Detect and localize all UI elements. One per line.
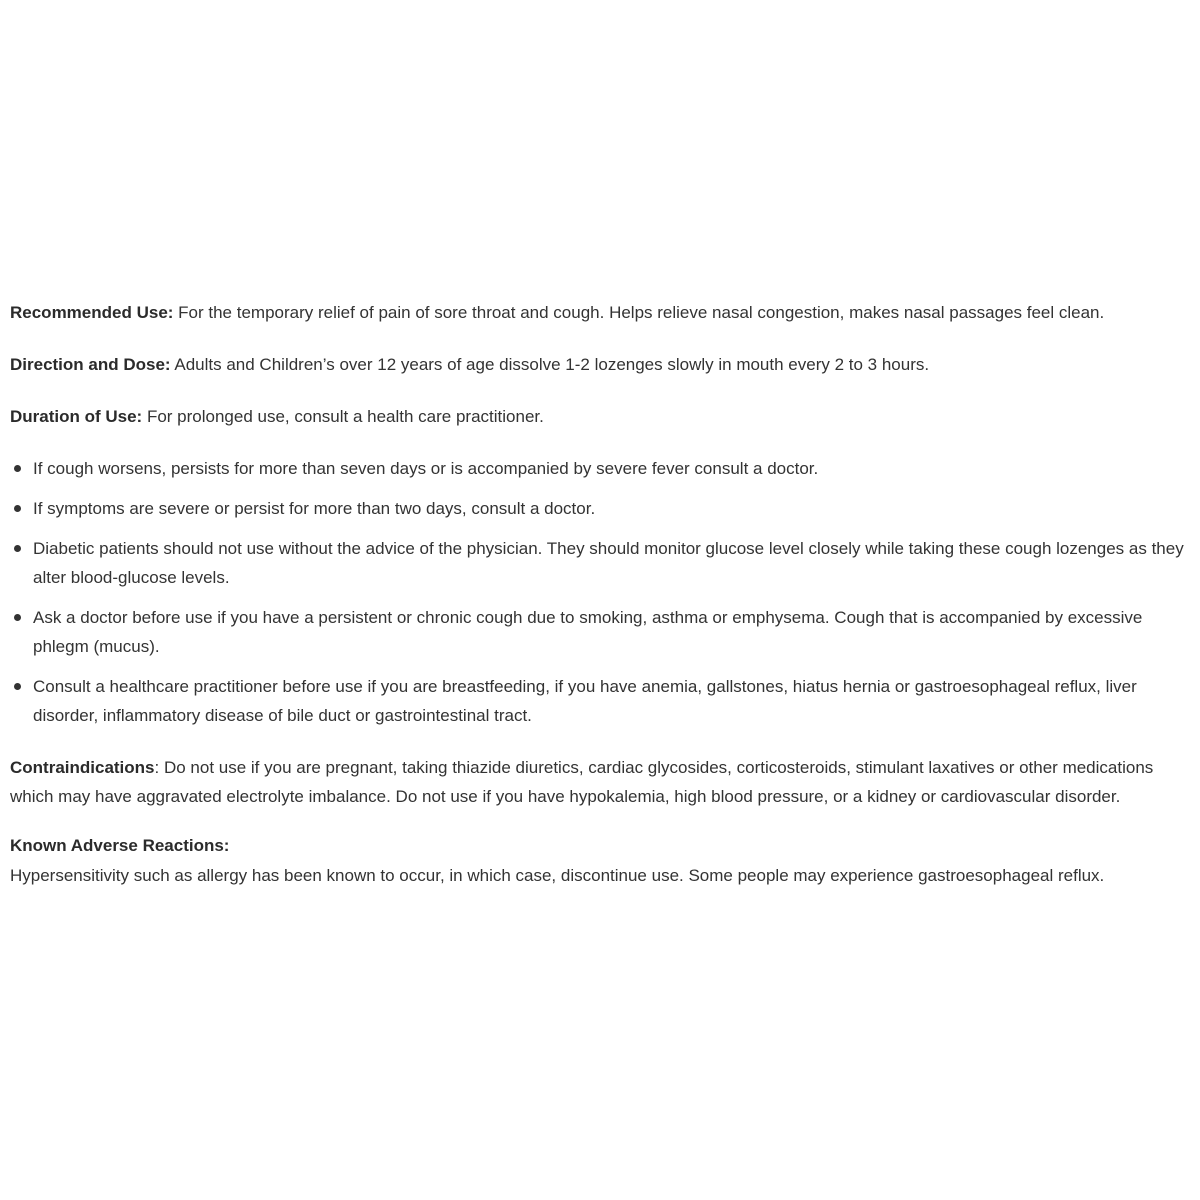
warning-text: Diabetic patients should not use without the advice of the physician. They should monitor glucose level closely while taking these cough lozenges as they alter blood-glucose levels. [33, 539, 1184, 587]
adverse-reactions-section [10, 831, 1196, 890]
bullet-icon [14, 683, 21, 690]
direction-dose-section [10, 350, 1196, 379]
contraindications-label: Contraindications [10, 758, 155, 777]
recommended-use-label: Recommended Use: [10, 303, 174, 322]
direction-dose-text: Adults and Children’s over 12 years of age dissolve 1-2 lozenges slowly in mouth every 2 to 3 hours. [170, 355, 930, 374]
warning-item [10, 672, 1196, 730]
warnings-list [10, 454, 1196, 730]
warning-item [10, 534, 1196, 592]
warning-text: If symptoms are severe or persist for more than two days, consult a doctor. [33, 499, 596, 518]
adverse-reactions-text: Hypersensitivity such as allergy has been known to occur, in which case, discontinue use. Some people may experience gastroesophageal reflux. [10, 866, 1105, 885]
contraindications-section [10, 753, 1196, 811]
warning-text: Ask a doctor before use if you have a persistent or chronic cough due to smoking, asthma or emphysema. Cough that is accompanied by excessive phlegm (mucus). [33, 608, 1143, 656]
warning-item [10, 494, 1196, 523]
recommended-use-section [10, 298, 1196, 327]
adverse-reactions-label: Known Adverse Reactions: [10, 836, 230, 855]
bullet-icon [14, 545, 21, 552]
product-information [10, 298, 1196, 913]
bullet-icon [14, 614, 21, 621]
bullet-icon [14, 465, 21, 472]
bullet-icon [14, 505, 21, 512]
duration-label: Duration of Use: [10, 407, 143, 426]
warning-text: If cough worsens, persists for more than seven days or is accompanied by severe fever consult a doctor. [33, 459, 819, 478]
warning-text: Consult a healthcare practitioner before use if you are breastfeeding, if you have anemia, gallstones, hiatus hernia or gastroesophageal reflux, liver disorder, inflammatory disease of bile duct or gastrointestinal tract. [33, 677, 1137, 725]
warning-item [10, 603, 1196, 661]
duration-text: For prolonged use, consult a health care practitioner. [142, 407, 544, 426]
recommended-use-text: For the temporary relief of pain of sore throat and cough. Helps relieve nasal congestion, makes nasal passages feel clean. [173, 303, 1105, 322]
direction-dose-label: Direction and Dose: [10, 355, 171, 374]
warning-item [10, 454, 1196, 483]
contraindications-text: : Do not use if you are pregnant, taking thiazide diuretics, cardiac glycosides, corticosteroids, stimulant laxatives or other medications which may have aggravated electrolyte imbalance. Do not use if you have hypokalemia, high blood pressure, or a kidney or cardiovascular disorder. [10, 758, 1154, 806]
duration-section [10, 402, 1196, 431]
